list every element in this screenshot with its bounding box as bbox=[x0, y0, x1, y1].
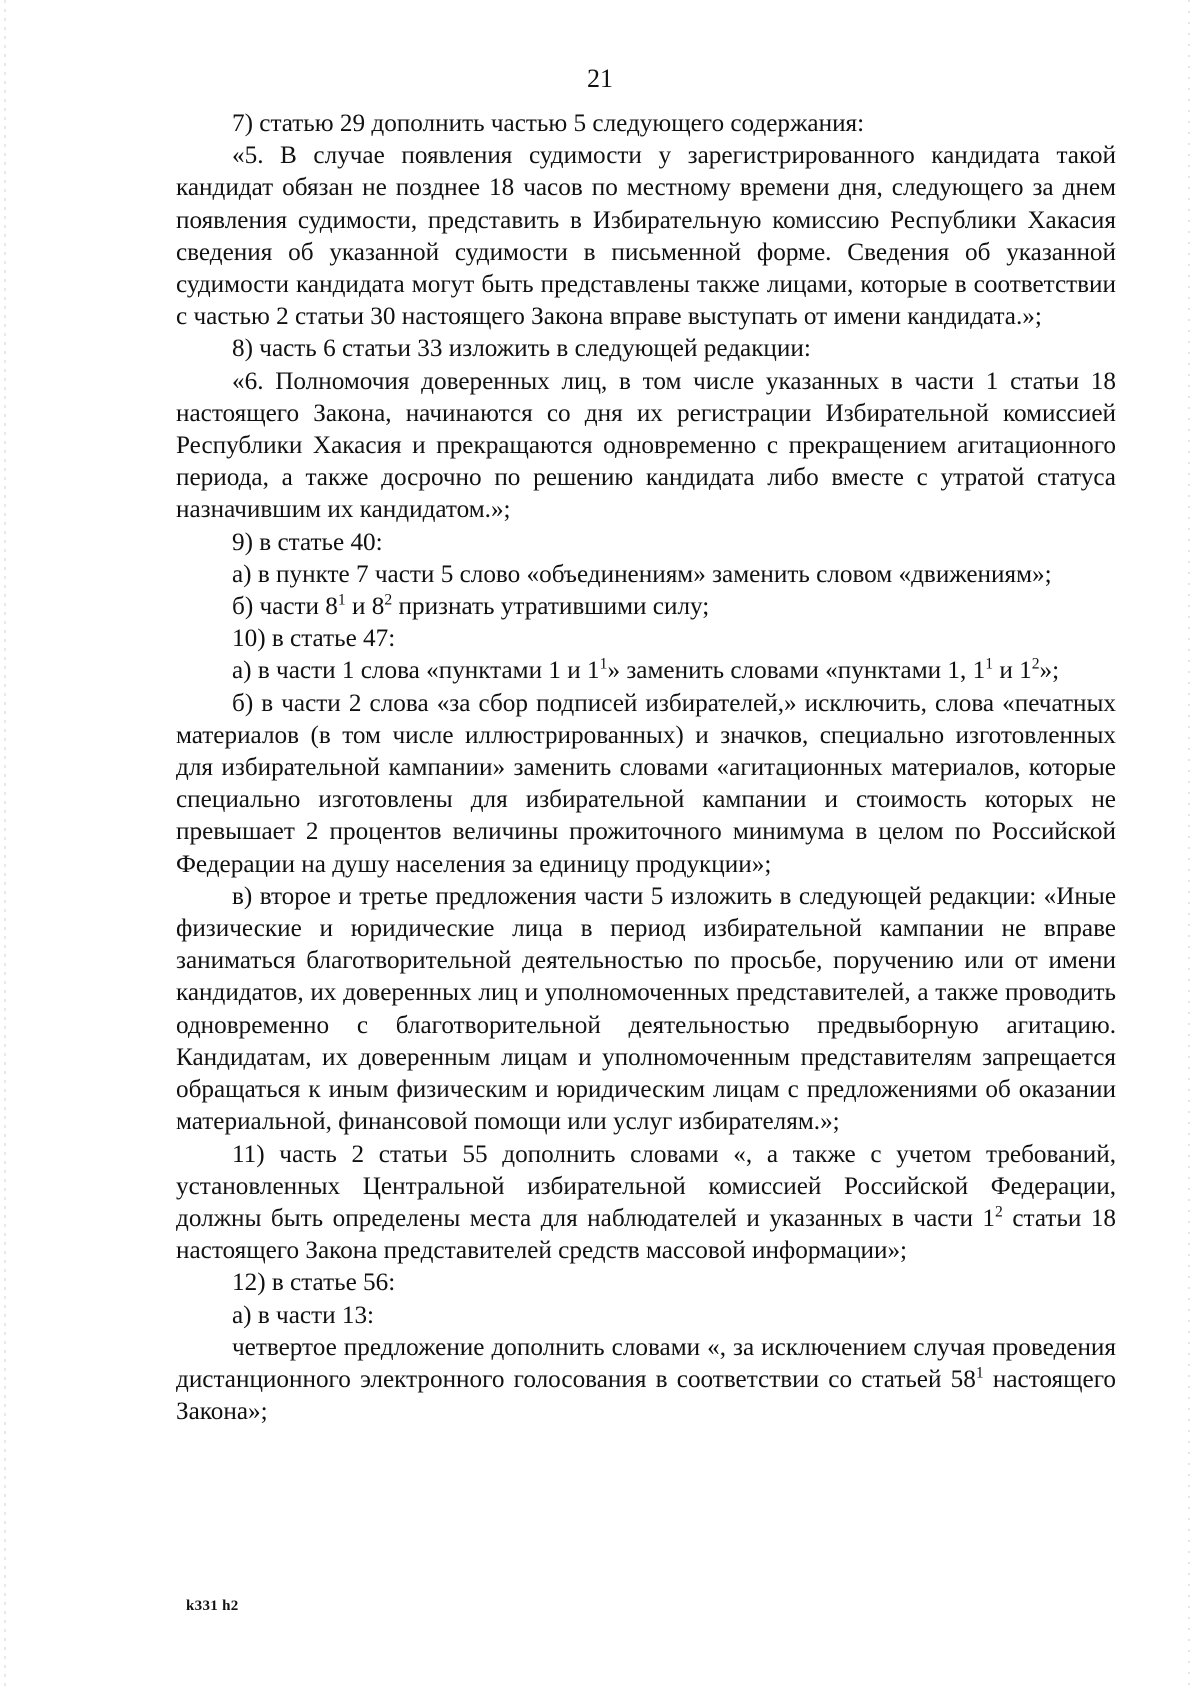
superscript-index: 1 bbox=[337, 591, 346, 609]
paragraph-text: и 1 bbox=[993, 657, 1032, 685]
paragraph-text: »; bbox=[1039, 657, 1060, 685]
paragraph-text: 12) в статье 56: bbox=[232, 1269, 396, 1297]
superscript-index: 2 bbox=[384, 591, 393, 609]
paragraph-text: 7) статью 29 дополнить частью 5 следующего содержания: bbox=[232, 110, 865, 137]
paragraph bbox=[176, 1300, 1116, 1332]
paragraph-text: а) в части 13: bbox=[232, 1301, 375, 1329]
superscript-index: 1 bbox=[599, 655, 608, 673]
paragraph bbox=[176, 333, 1116, 365]
paragraph-text: «5. В случае появления судимости у зарегистрированного кандидата такой кандидат обязан не позднее 18 часов по местному времени дня, следующего за днем появления судимости, представить в Избирательную комиссию Республики Хакасия сведения об указанной судимости в письменной форме. Сведения об указанной судимости кандидата могут быть представлены также лицами, которые в соответствии с частью 2 статьи 30 настоящего Закона вправе выступать от имени кандидата.»; bbox=[176, 142, 1116, 331]
paragraph-text: 8) часть 6 статьи 33 изложить в следующей редакции: bbox=[232, 335, 811, 363]
paragraph bbox=[176, 1139, 1116, 1268]
paragraph-text: 10) в статье 47: bbox=[232, 625, 396, 653]
scan-edge-right bbox=[1188, 0, 1190, 1686]
superscript-index: 1 bbox=[975, 1364, 984, 1382]
paragraph bbox=[176, 527, 1116, 559]
paragraph bbox=[176, 655, 1116, 687]
paragraph-text: четвертое предложение дополнить словами «, за исключением случая проведения дистанционного электронного голосования в соответствии со статьей 58 bbox=[176, 1333, 1116, 1393]
paragraph-text: признать утратившими силу; bbox=[392, 593, 710, 621]
paragraph bbox=[176, 559, 1116, 591]
paragraph-text: 11) часть 2 статьи 55 дополнить словами «, а также с учетом требований, установленных Центральной избирательной комиссией Российской Федерации, должны быть определены места для наблюдателей и указанных в части 1 bbox=[176, 1140, 1116, 1232]
paragraph bbox=[176, 623, 1116, 655]
paragraph-text: 9) в статье 40: bbox=[232, 528, 383, 556]
paragraph bbox=[176, 688, 1116, 881]
document-body bbox=[176, 108, 1116, 1428]
paragraph bbox=[176, 140, 1116, 333]
paragraph bbox=[176, 591, 1116, 623]
scan-edge-left bbox=[4, 0, 6, 1686]
page-number: 21 bbox=[587, 64, 613, 93]
paragraph-text: б) части 8 bbox=[232, 593, 338, 621]
paragraph bbox=[176, 1267, 1116, 1299]
paragraph-text: «6. Полномочия доверенных лиц, в том числе указанных в части 1 статьи 18 настоящего Закона, начинаются со дня их регистрации Избирательной комиссией Республики Хакасия и прекращаются одновременно с прекращением агитационного периода, а также досрочно по решению кандидата либо вместе с утратой статуса назначившим их кандидатом.»; bbox=[176, 367, 1116, 524]
paragraph-text: а) в части 1 слова «пунктами 1 и 1 bbox=[232, 657, 600, 685]
paragraph-text: и 8 bbox=[345, 593, 385, 621]
paragraph-text: настоящего Закона»; bbox=[176, 1365, 1116, 1426]
paragraph-text: в) второе и третье предложения части 5 изложить в следующей редакции: «Иные физические и юридические лица в период избирательной кампании не вправе заниматься благотворительной деятельностью по просьбе, поручению или от имени кандидатов, их доверенных лиц и уполномоченных представителей, а также проводить одновременно с благотворительной деятельностью предвыборную агитацию. Кандидатам, их доверенным лицам и уполномоченным представителям запрещается обращаться к иным физическим и юридическим лицам с предложениями об оказании материальной, финансовой помощи или услуг избирателям.»; bbox=[176, 882, 1116, 1136]
paragraph bbox=[176, 366, 1116, 527]
footer-code: k331 h2 bbox=[186, 1598, 239, 1614]
superscript-index: 2 bbox=[1031, 655, 1040, 673]
paragraph-text: а) в пункте 7 части 5 слово «объединениям» заменить словом «движениям»; bbox=[232, 560, 1052, 588]
paragraph bbox=[176, 881, 1116, 1139]
paragraph bbox=[176, 108, 1116, 140]
superscript-index: 2 bbox=[995, 1203, 1003, 1221]
paragraph bbox=[176, 1332, 1116, 1429]
paragraph-text: б) в части 2 слова «за сбор подписей избирателей,» исключить, слова «печатных материалов (в том числе иллюстрированных) и значков, специально изготовленных для избирательной кампании» заменить словами «агитационных материалов, которые специально изготовлены для избирательной кампании и стоимость которых не превышает 2 процентов величины прожиточного минимума в целом по Российской Федерации на душу населения за единицу продукции»; bbox=[176, 689, 1116, 878]
paragraph-text: » заменить словами «пунктами 1, 1 bbox=[607, 657, 986, 685]
superscript-index: 1 bbox=[985, 655, 994, 673]
paragraph-text: статьи 18 настоящего Закона представителей средств массовой информации»; bbox=[176, 1204, 1117, 1265]
